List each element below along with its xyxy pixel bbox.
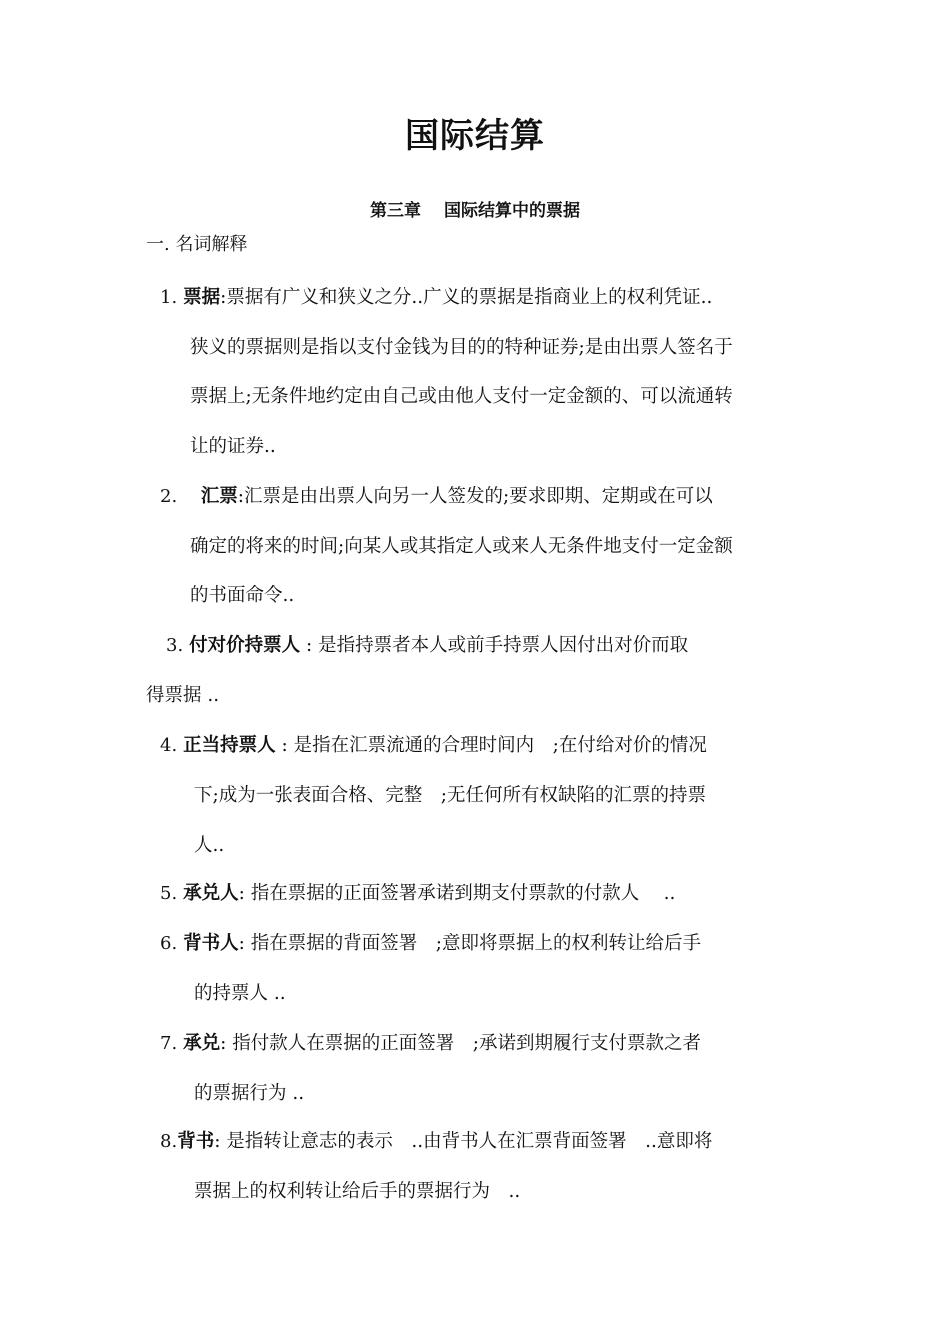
item-6-first-line (160, 930, 701, 958)
item-3-line: 得票据 .. (146, 685, 220, 706)
item-2-line: 确定的将来的时间;向某人或其指定人或来人无条件地支付一定金额 (190, 536, 733, 557)
definition-text: : 指在票据的正面签署承诺到期支付票款的付款人 .. (238, 883, 676, 904)
item-8-first-line (160, 1128, 712, 1156)
item-1-first-line (160, 284, 712, 312)
document-title: 国际结算 (405, 116, 545, 156)
item-number: 6. (160, 933, 178, 954)
item-number: 8. (160, 1131, 178, 1152)
item-7-line: 的票据行为 .. (194, 1083, 305, 1104)
item-3-first-line (166, 632, 688, 660)
chapter-heading: 第三章 国际结算中的票据 (370, 201, 580, 221)
definition-text: : 是指持票者本人或前手持票人因付出对价而取 (300, 635, 689, 656)
definition-text: :票据有广义和狭义之分..广义的票据是指商业上的权利凭证.. (220, 287, 713, 308)
term-label: 背书人 (183, 933, 239, 954)
definition-text: : 是指在汇票流通的合理时间内 ;在付给对价的情况 (275, 735, 707, 756)
item-number: 3. (166, 635, 184, 656)
item-4-line: 下;成为一张表面合格、完整 ;无任何所有权缺陷的汇票的持票 (194, 785, 706, 806)
item-7-first-line (160, 1030, 701, 1058)
item-1-line: 让的证券.. (190, 436, 276, 457)
section-heading: 一. 名词解释 (146, 234, 248, 255)
term-label: 付对价持票人 (189, 635, 301, 656)
item-number: 2. (160, 486, 178, 507)
item-8-line: 票据上的权利转让给后手的票据行为 .. (194, 1181, 521, 1202)
definition-text: : 是指转让意志的表示 ..由背书人在汇票背面签署 ..意即将 (214, 1131, 713, 1152)
item-6-line: 的持票人 .. (194, 983, 286, 1004)
item-5-first-line (160, 880, 675, 908)
item-2-first-line (160, 483, 713, 511)
term-label: 正当持票人 (183, 735, 276, 756)
term-label: 汇票 (200, 486, 238, 507)
item-number: 4. (160, 735, 178, 756)
item-number: 7. (160, 1033, 178, 1054)
definition-text: : 指付款人在票据的正面签署 ;承诺到期履行支付票款之者 (220, 1033, 701, 1054)
item-number: 5. (160, 883, 178, 904)
item-4-first-line (160, 732, 707, 760)
term-label: 承兑 (183, 1033, 221, 1054)
item-4-line: 人.. (194, 835, 225, 856)
item-2-line: 的书面命令.. (190, 585, 295, 606)
term-label: 票据 (183, 287, 221, 308)
term-label: 承兑人 (183, 883, 239, 904)
term-label: 背书 (177, 1131, 215, 1152)
item-1-line: 票据上;无条件地约定由自己或由他人支付一定金额的、可以流通转 (190, 386, 733, 407)
item-number: 1. (160, 287, 178, 308)
item-1-line: 狭义的票据则是指以支付金钱为目的的特种证券;是由出票人签名于 (190, 337, 733, 358)
definition-text: : 指在票据的背面签署 ;意即将票据上的权利转让给后手 (238, 933, 701, 954)
definition-text: :汇票是由出票人向另一人签发的;要求即期、定期或在可以 (237, 486, 713, 507)
